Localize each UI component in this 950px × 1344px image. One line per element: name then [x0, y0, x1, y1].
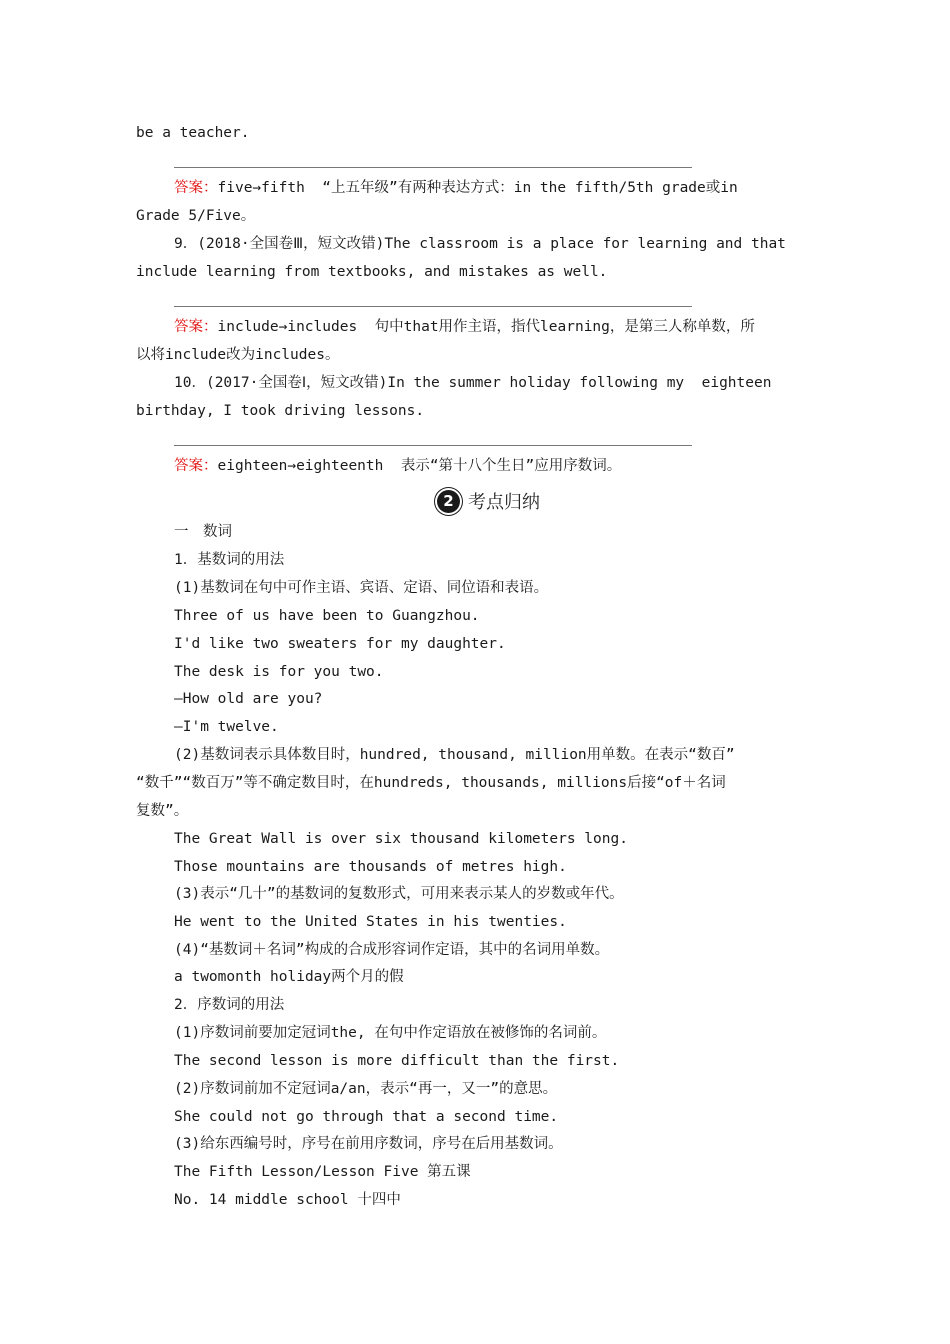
rule-text: (1)基数词在句中可作主语、宾语、定语、同位语和表语。	[174, 580, 549, 596]
example-sentence: —How old are you?	[174, 691, 323, 707]
rule-text: (1)序数词前要加定冠词the, 在句中作定语放在被修饰的名词前。	[174, 1025, 607, 1041]
rule-text: 复数”。	[136, 803, 189, 819]
answer-continuation: 以将include改为includes。	[136, 347, 340, 363]
subheading-ordinal: 2．序数词的用法	[174, 997, 285, 1013]
rule-text: “数千”“数百万”等不确定数目时，在hundreds, thousands, millions后接“of＋名词	[136, 775, 726, 791]
rule-text: (3)表示“几十”的基数词的复数形式，可用来表示某人的岁数或年代。	[174, 886, 624, 902]
answer-blank-line	[174, 445, 692, 446]
example-sentence: Three of us have been to Guangzhou.	[174, 608, 480, 624]
example-sentence: No. 14 middle school 十四中	[174, 1192, 401, 1208]
section-title: 考点归纳	[468, 492, 540, 513]
answer-label: 答案：	[174, 458, 218, 474]
rule-text: (2)基数词表示具体数目时，hundred, thousand, million用单数。在表示“数百”	[174, 747, 735, 763]
example-sentence: I'd like two sweaters for my daughter.	[174, 636, 506, 652]
example-sentence: The desk is for you two.	[174, 664, 384, 680]
answer-text: five→fifth “上五年级”有两种表达方式：in the fifth/5th grade或in	[217, 180, 738, 196]
answer-line	[174, 456, 621, 476]
example-sentence: She could not go through that a second time.	[174, 1109, 559, 1125]
question-line: 9．(2018·全国卷Ⅲ，短文改错)The classroom is a place for learning and that	[174, 236, 786, 252]
example-sentence: —I'm twelve.	[174, 719, 279, 735]
answer-text: include→includes 句中that用作主语，指代learning，是第三人称单数，所	[217, 319, 755, 335]
example-sentence: Those mountains are thousands of metres high.	[174, 859, 567, 875]
section-number-badge: 2	[437, 490, 460, 513]
section-heading	[437, 488, 540, 514]
rule-text: (4)“基数词＋名词”构成的合成形容词作定语，其中的名词用单数。	[174, 942, 610, 958]
heading-numerals: 一 数词	[174, 524, 232, 540]
example-sentence: The second lesson is more difficult than the first.	[174, 1053, 620, 1069]
subheading-cardinal: 1．基数词的用法	[174, 552, 285, 568]
question-line: birthday, I took driving lessons.	[136, 403, 425, 419]
rule-text: (3)给东西编号时，序号在前用序数词，序号在后用基数词。	[174, 1136, 563, 1152]
example-sentence: The Fifth Lesson/Lesson Five 第五课	[174, 1164, 471, 1180]
rule-text: (2)序数词前加不定冠词a/an，表示“再一，又一”的意思。	[174, 1081, 558, 1097]
text-line: be a teacher.	[136, 125, 250, 141]
answer-blank-line	[174, 167, 692, 168]
answer-line	[174, 178, 738, 198]
example-sentence: The Great Wall is over six thousand kilometers long.	[174, 831, 628, 847]
answer-continuation: Grade 5/Five。	[136, 208, 256, 224]
answer-label: 答案：	[174, 319, 218, 335]
answer-label: 答案：	[174, 180, 218, 196]
question-line: 10．(2017·全国卷Ⅰ，短文改错)In the summer holiday following my eighteen	[174, 375, 772, 391]
example-sentence: a twomonth holiday两个月的假	[174, 969, 404, 985]
answer-line	[174, 317, 755, 337]
example-sentence: He went to the United States in his twenties.	[174, 914, 567, 930]
question-line: include learning from textbooks, and mistakes as well.	[136, 264, 608, 280]
answer-text: eighteen→eighteenth 表示“第十八个生日”应用序数词。	[217, 458, 622, 474]
answer-blank-line	[174, 306, 692, 307]
